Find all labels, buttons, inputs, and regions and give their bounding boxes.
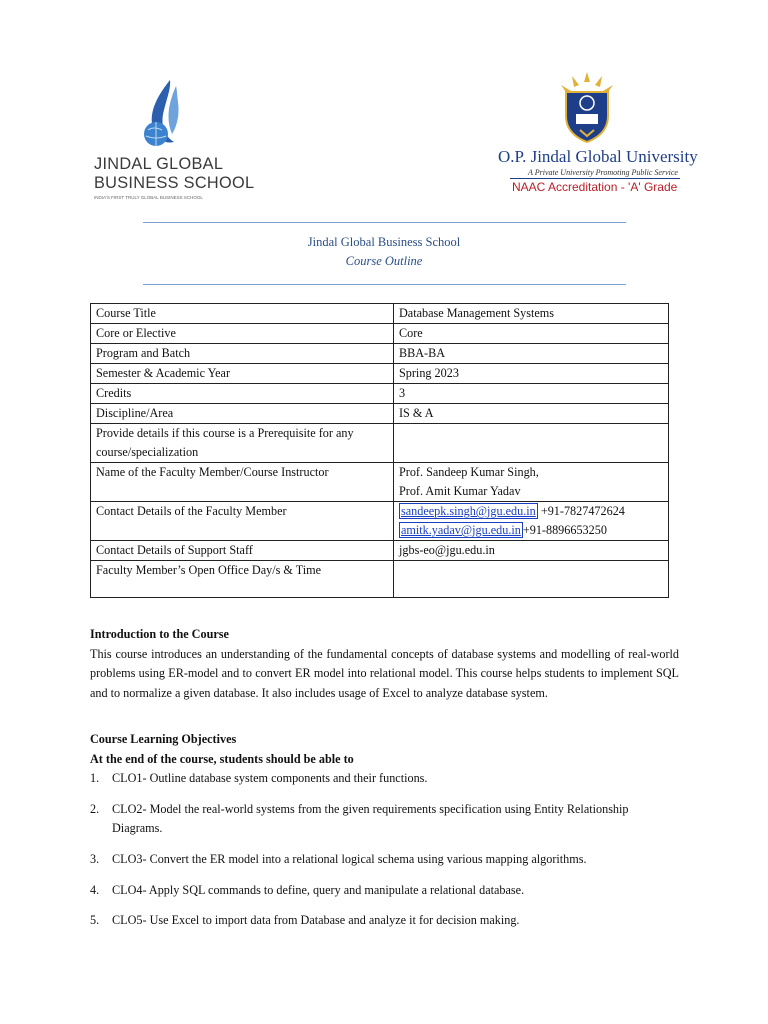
row-key: Name of the Faculty Member/Course Instructor (91, 463, 394, 502)
row-value (394, 424, 669, 463)
jgbs-logo (92, 78, 255, 203)
row-key: Faculty Member’s Open Office Day/s & Time (91, 561, 394, 598)
row-value: Database Management Systems (394, 304, 669, 324)
university-name: O.P. Jindal Global University (498, 147, 698, 166)
university-subtitle: A Private University Promoting Public Service (528, 168, 678, 177)
row-key: Program and Batch (91, 344, 394, 364)
logo-text-line1: JINDAL GLOBAL (94, 154, 224, 173)
globe-drop-icon (140, 78, 188, 153)
row-value (394, 502, 669, 541)
row-value (394, 463, 669, 502)
table-row (91, 561, 669, 598)
table-row (91, 541, 669, 561)
row-key: Discipline/Area (91, 404, 394, 424)
objectives-section (90, 730, 679, 942)
course-info-table (90, 303, 669, 598)
row-value: 3 (394, 384, 669, 404)
email-link-1[interactable]: sandeepk.singh@jgu.edu.in (401, 504, 536, 518)
row-key: Credits (91, 384, 394, 404)
row-value (394, 561, 669, 598)
intro-section (90, 625, 679, 703)
table-row (91, 364, 669, 384)
row-key: Provide details if this course is a Prerequisite for any course/specialization (91, 424, 394, 463)
row-key: Contact Details of Support Staff (91, 541, 394, 561)
row-key: Contact Details of the Faculty Member (91, 502, 394, 541)
table-row (91, 463, 669, 502)
table-row (91, 424, 669, 463)
instructor-1: Prof. Sandeep Kumar Singh, (399, 465, 539, 479)
row-key: Semester & Academic Year (91, 364, 394, 384)
row-value: BBA-BA (394, 344, 669, 364)
logo-tagline: INDIA'S FIRST TRULY GLOBAL BUSINESS SCHOOL (94, 195, 203, 200)
row-key: Course Title (91, 304, 394, 324)
phone-2: +91-8896653250 (522, 523, 607, 537)
list-item: 3. CLO3- Convert the ER model into a relational logical schema using various mapping algorithms. (90, 851, 587, 866)
intro-heading: Introduction to the Course (90, 627, 229, 641)
row-value: IS & A (394, 404, 669, 424)
table-row (91, 344, 669, 364)
header-divider-top (143, 222, 626, 223)
logo-rule (510, 178, 680, 179)
row-value: Core (394, 324, 669, 344)
list-item: 2. CLO2- Model the real-world systems from the given requirements specification using Entity Relationship Diagrams. (90, 801, 629, 836)
naac-accreditation: NAAC Accreditation - 'A' Grade (512, 180, 678, 194)
row-key: Core or Elective (91, 324, 394, 344)
objectives-list (90, 769, 679, 931)
instructor-2: Prof. Amit Kumar Yadav (399, 484, 521, 498)
phone-1: +91-7827472624 (540, 504, 625, 518)
email-link-2[interactable]: amitk.yadav@jgu.edu.in (401, 523, 521, 537)
objectives-subheading: At the end of the course, students should be able to (90, 751, 354, 766)
objectives-heading: Course Learning Objectives (90, 732, 237, 746)
table-row (91, 304, 669, 324)
logo-text-line2: BUSINESS SCHOOL (94, 173, 255, 192)
table-row (91, 384, 669, 404)
jgu-logo (496, 72, 698, 202)
list-item: 1. CLO1- Outline database system components and their functions. (90, 771, 428, 786)
doc-type: Course Outline (345, 254, 423, 268)
table-row (91, 324, 669, 344)
list-item: 5. CLO5- Use Excel to import data from Database and analyze it for decision making. (90, 913, 520, 928)
row-value: jgbs-eo@jgu.edu.in (394, 541, 669, 561)
school-title: Jindal Global Business School (307, 235, 461, 249)
header-divider-bottom (143, 284, 626, 285)
list-item: 4. CLO4- Apply SQL commands to define, query and manipulate a relational database. (90, 882, 525, 897)
table-row (91, 502, 669, 541)
row-value: Spring 2023 (394, 364, 669, 384)
table-row (91, 404, 669, 424)
intro-text: This course introduces an understanding of the fundamental concepts of database systems and modelling of real-world problems using ER-model and to convert ER model into relational model. This course helps students to implement SQL and to normalize a given database. It also includes usage of Excel to analyze database system. (90, 646, 679, 700)
university-crest-icon (552, 72, 622, 144)
